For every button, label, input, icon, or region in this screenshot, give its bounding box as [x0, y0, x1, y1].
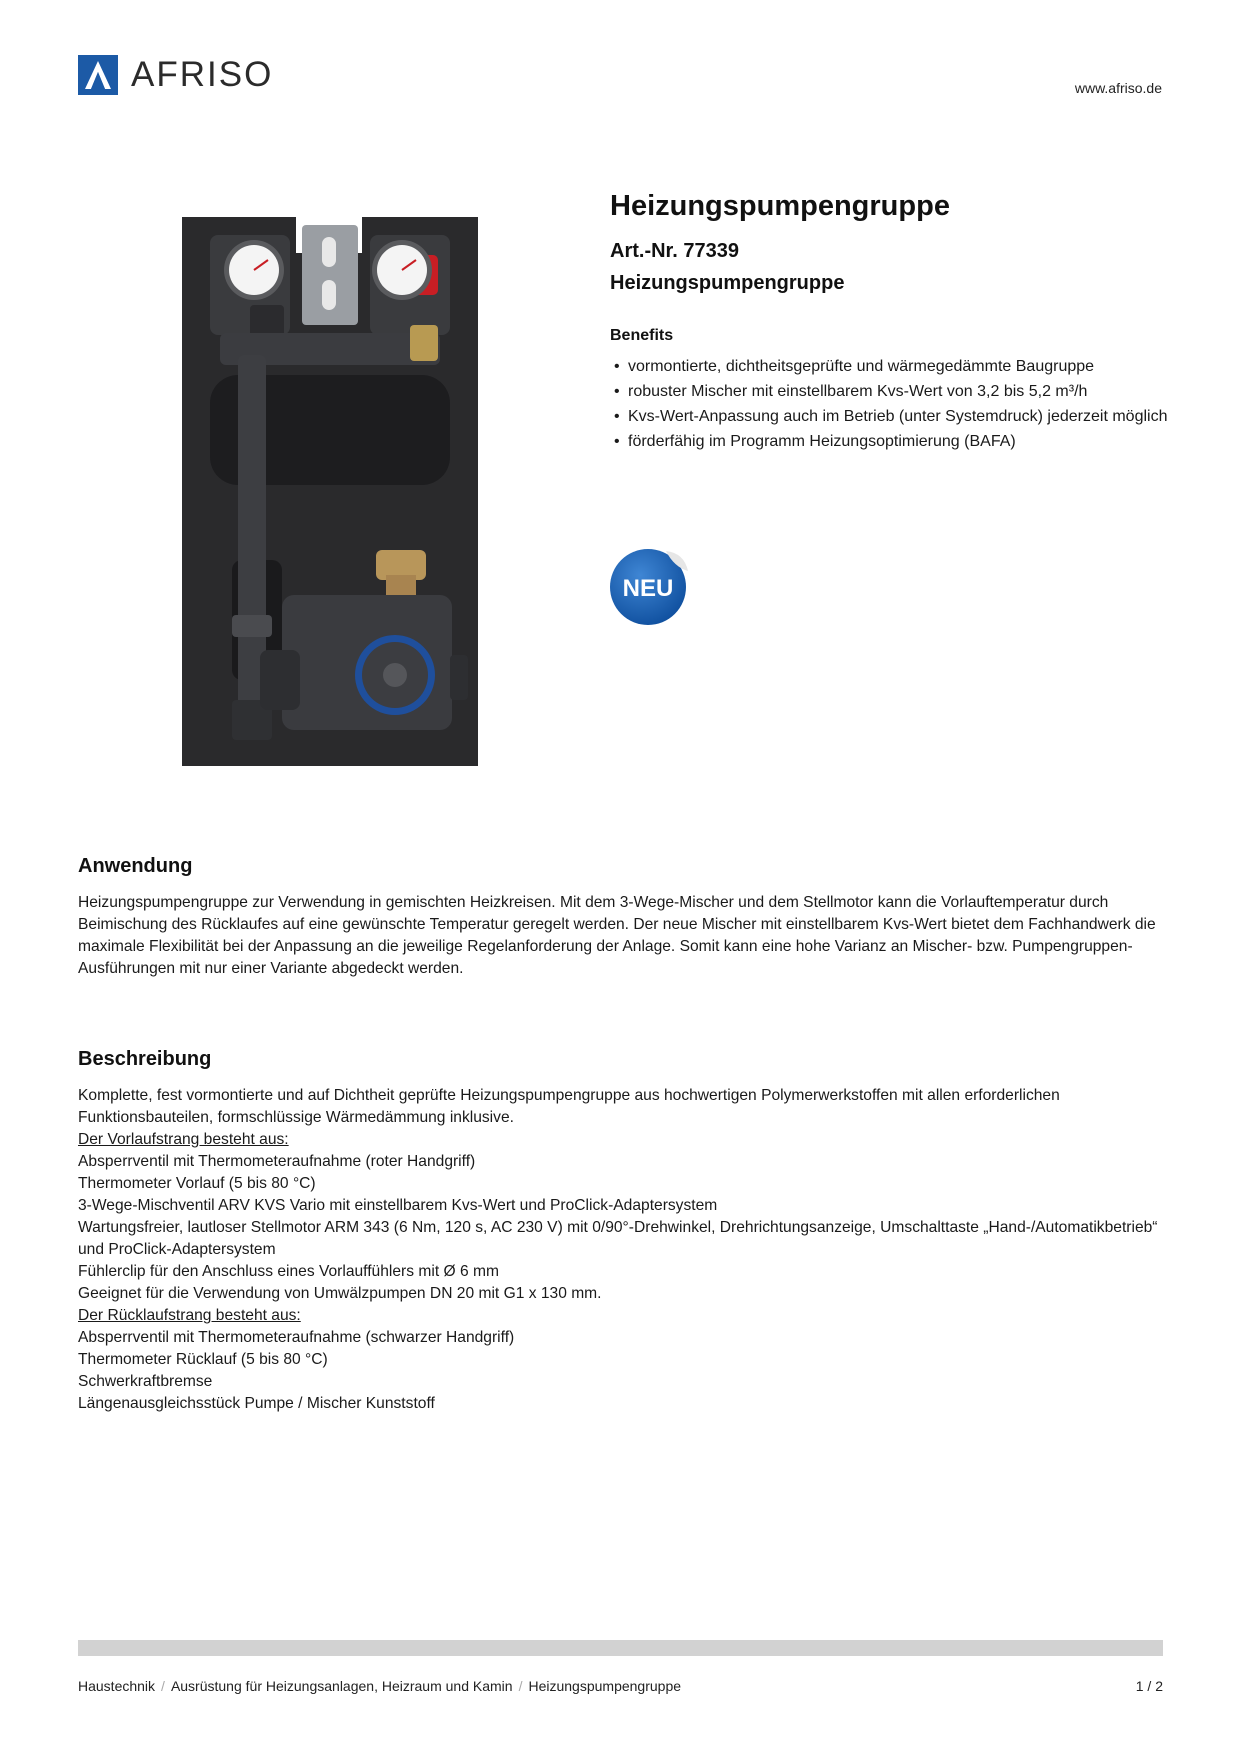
- anwendung-text: Heizungspumpengruppe zur Verwendung in gemischten Heizkreisen. Mit dem 3-Wege-Mischer und dem Stellmotor kann die Vorlauftemperatur durch Beimischung des Rücklaufes auf eine gewünschte Temperatur geregelt werden. Der neue Mischer mit einstellbarem Kvs-Wert bietet dem Fachhandwerk die maximale Flexibilität bei der Anpassung an die jeweilige Regelanforderung der Anlage. Somit kann eine hohe Varianz an Mischer- bzw. Pumpengruppen-Ausführungen mit nur einer Variante abgedeckt werden.: [78, 894, 1156, 977]
- list-item: Geeignet für die Verwendung von Umwälzpumpen DN 20 mit G1 x 130 mm.: [78, 1285, 602, 1302]
- benefits-heading: Benefits: [610, 327, 674, 344]
- neu-badge-label: NEU: [622, 575, 674, 602]
- vorlauf-heading: Der Vorlaufstrang besteht aus:: [78, 1131, 289, 1148]
- product-title: Heizungspumpengruppe: [610, 190, 950, 222]
- footer: [78, 1678, 1163, 1694]
- ruecklauf-heading: Der Rücklaufstrang besteht aus:: [78, 1307, 301, 1324]
- benefits-list: [614, 357, 1174, 457]
- list-item: Absperrventil mit Thermometeraufnahme (schwarzer Handgriff): [78, 1329, 515, 1346]
- breadcrumb-item[interactable]: Ausrüstung für Heizungsanlagen, Heizraum und Kamin: [170, 1678, 513, 1694]
- list-item: Thermometer Rücklauf (5 bis 80 °C): [78, 1351, 328, 1368]
- breadcrumb-item[interactable]: Heizungspumpengruppe: [528, 1678, 682, 1694]
- article-number: Art.-Nr. 77339: [610, 240, 739, 262]
- breadcrumb-item[interactable]: Haustechnik: [78, 1678, 156, 1694]
- website-link[interactable]: www.afriso.de: [1074, 80, 1162, 96]
- list-item: Thermometer Vorlauf (5 bis 80 °C): [78, 1175, 316, 1192]
- list-item: Wartungsfreier, lautloser Stellmotor ARM 343 (6 Nm, 120 s, AC 230 V) mit 0/90°-Drehwinkel, Drehrichtungsanzeige, Umschalttaste „Hand-/Automatikbetrieb“ und ProClick-Adaptersystem: [78, 1219, 1158, 1258]
- breadcrumb-separator: /: [518, 1678, 523, 1694]
- breadcrumb: [78, 1678, 681, 1694]
- list-item: Längenausgleichsstück Pumpe / Mischer Kunststoff: [78, 1395, 435, 1412]
- product-subtitle: Heizungspumpengruppe: [610, 272, 845, 294]
- footer-divider: [78, 1640, 1163, 1656]
- product-image: [180, 215, 480, 768]
- list-item: Absperrventil mit Thermometeraufnahme (roter Handgriff): [78, 1153, 476, 1170]
- afriso-logo: [78, 55, 273, 95]
- beschreibung-body: [78, 1085, 1168, 1415]
- brand-name: AFRISO: [131, 55, 274, 94]
- breadcrumb-separator: /: [161, 1678, 165, 1694]
- list-item: Fühlerclip für den Anschluss eines Vorlauffühlers mit Ø 6 mm: [78, 1263, 499, 1280]
- anwendung-heading: Anwendung: [78, 855, 193, 877]
- list-item: Schwerkraftbremse: [78, 1373, 213, 1390]
- beschreibung-heading: Beschreibung: [78, 1048, 212, 1070]
- list-item: 3-Wege-Mischventil ARV KVS Vario mit einstellbarem Kvs-Wert und ProClick-Adaptersystem: [78, 1197, 718, 1214]
- list-item: • vormontierte, dichtheitsgeprüfte und wärmegedämmte Baugruppe: [614, 357, 1174, 377]
- page-number: 1 / 2: [1135, 1678, 1163, 1694]
- neu-badge: [608, 543, 692, 627]
- afriso-logo-icon: [78, 55, 118, 95]
- list-item: • förderfähig im Programm Heizungsoptimierung (BAFA): [614, 432, 1174, 452]
- beschreibung-intro: Komplette, fest vormontierte und auf Dichtheit geprüfte Heizungspumpengruppe aus hochwertigen Polymerwerkstoffen mit allen erforderlichen Funktionsbauteilen, formschlüssige Wärmedämmung inklusive.: [78, 1087, 1060, 1126]
- list-item: • robuster Mischer mit einstellbarem Kvs-Wert von 3,2 bis 5,2 m³/h: [614, 382, 1174, 402]
- list-item: • Kvs-Wert-Anpassung auch im Betrieb (unter Systemdruck) jederzeit möglich: [614, 407, 1174, 427]
